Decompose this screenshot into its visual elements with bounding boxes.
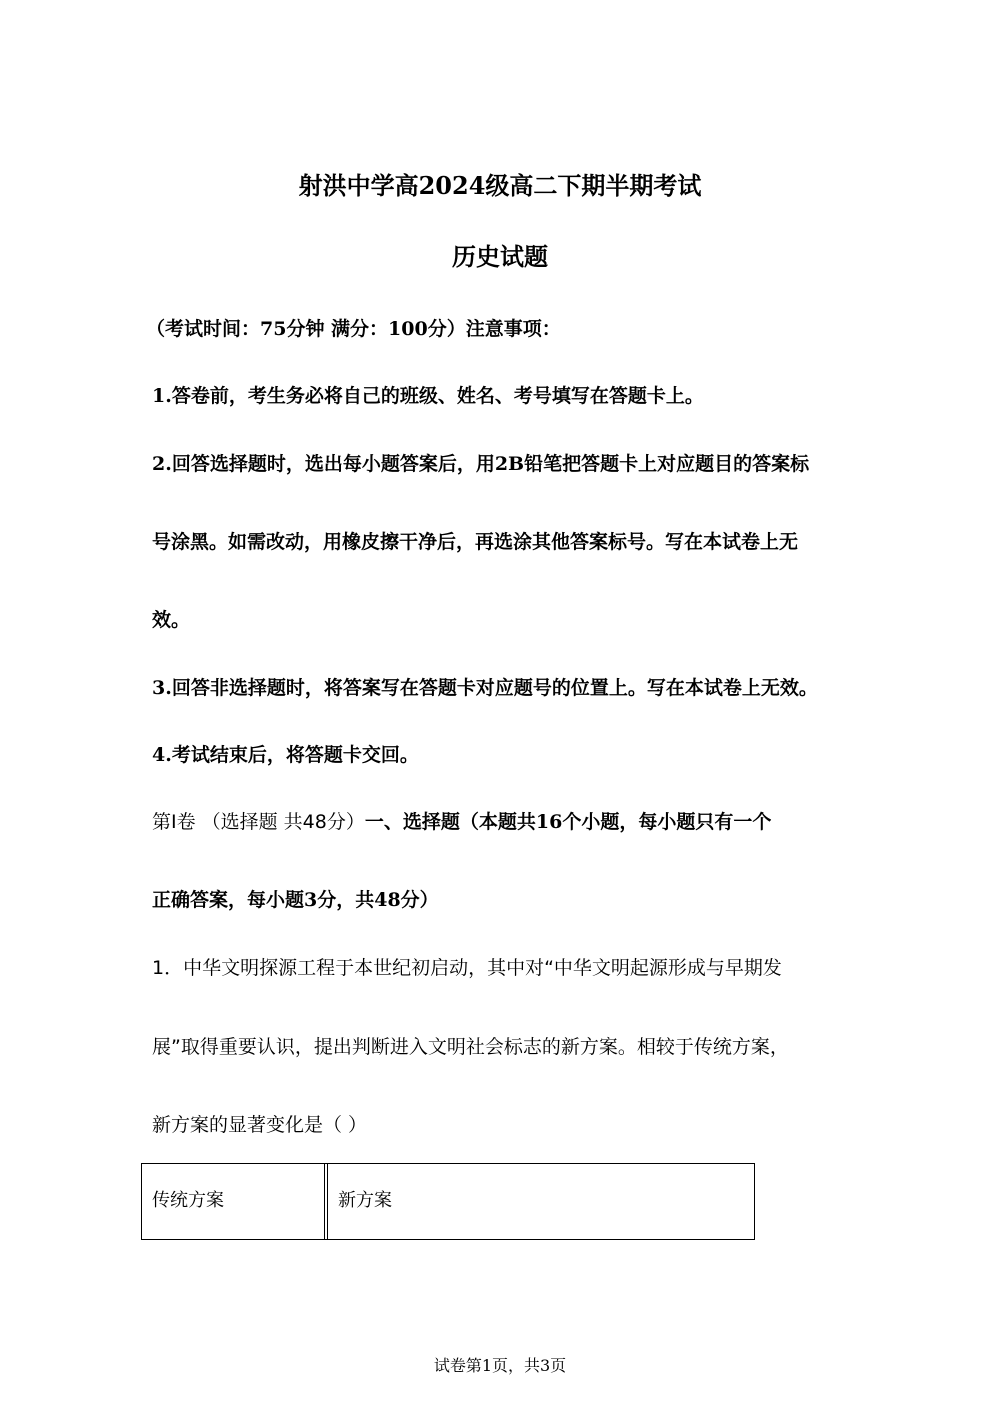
notice-item-2-line-1: 2.回答选择题时，选出每小题答案后，用2B铅笔把答题卡上对应题目的答案标	[152, 453, 810, 475]
notice-item-4: 4.考试结束后，将答题卡交回。	[152, 744, 419, 766]
exam-info: （考试时间：75分钟 满分：100分）注意事项：	[146, 318, 561, 340]
table-header-new: 新方案	[328, 1164, 755, 1240]
exam-title: 射洪中学高2024级高二下期半期考试	[298, 171, 702, 200]
question-1-line-3: 新方案的显著变化是（ ）	[152, 1114, 368, 1136]
notice-item-3: 3.回答非选择题时，将答案写在答题卡对应题号的位置上。写在本试卷上无效。	[152, 677, 818, 699]
section-heading	[152, 810, 771, 834]
exam-subtitle: 历史试题	[452, 242, 548, 271]
table-header-traditional: 传统方案	[142, 1164, 325, 1240]
notice-item-2-line-3: 效。	[152, 609, 191, 631]
question-1-line-2: 展”取得重要认识，提出判断进入文明社会标志的新方案。相较于传统方案，	[152, 1036, 789, 1058]
volume-label: 第Ⅰ卷 （选择题 共48分）	[152, 811, 365, 833]
table-row	[142, 1164, 755, 1240]
notice-item-1: 1.答卷前，考生务必将自己的班级、姓名、考号填写在答题卡上。	[152, 385, 704, 407]
question-1-table	[141, 1163, 755, 1240]
section-heading-part-2: 正确答案，每小题3分，共48分）	[152, 889, 439, 911]
notice-item-2-line-2: 号涂黑。如需改动，用橡皮擦干净后，再选涂其他答案标号。写在本试卷上无	[152, 531, 799, 553]
page-footer: 试卷第1页，共3页	[433, 1356, 567, 1375]
question-1-line-1: 1．中华文明探源工程于本世纪初启动，其中对“中华文明起源形成与早期发	[152, 957, 782, 979]
section-heading-part-1: 一、选择题（本题共16个小题，每小题只有一个	[364, 811, 772, 833]
